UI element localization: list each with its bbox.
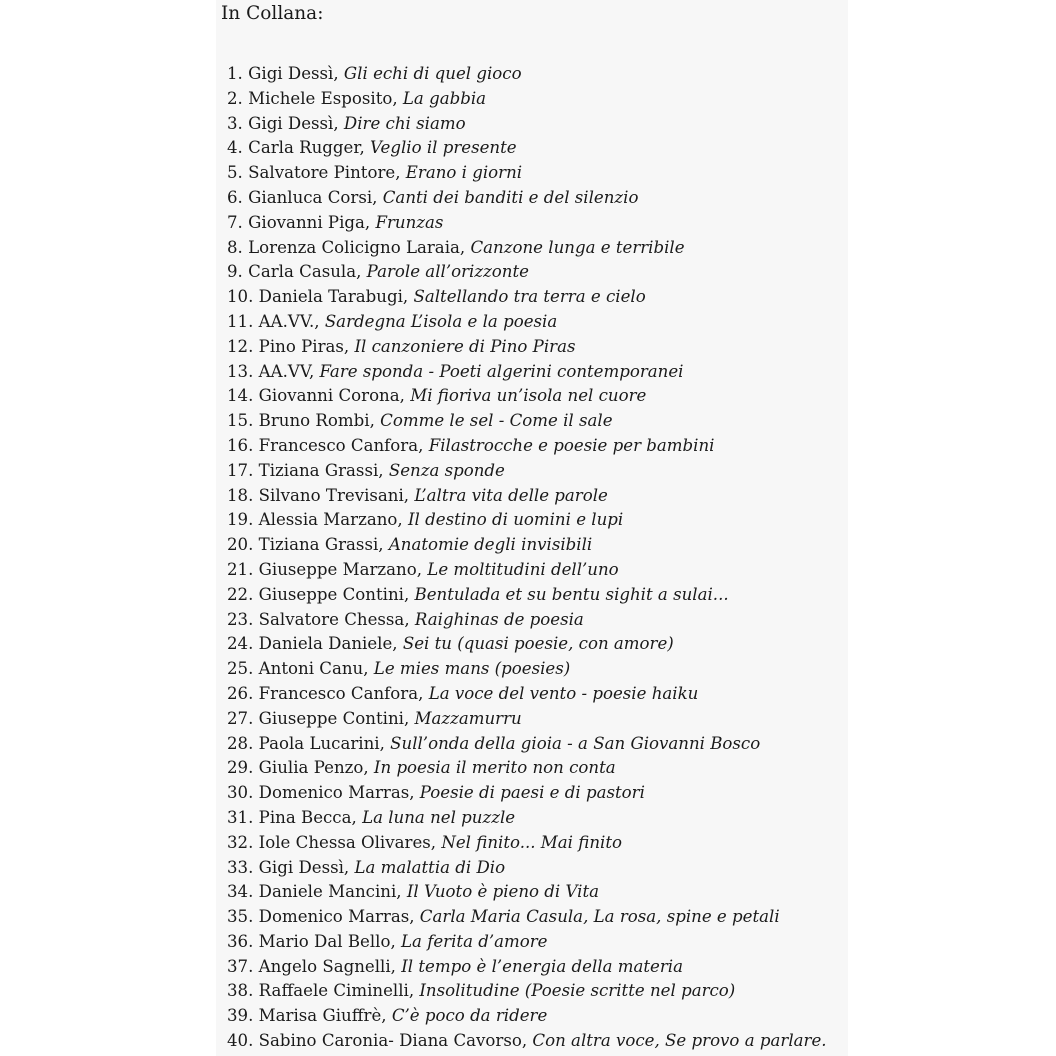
entry-author: Salvatore Chessa,: [258, 609, 410, 629]
entry-author: Francesco Canfora,: [258, 435, 424, 455]
catalog-entry: [227, 930, 827, 955]
entry-number: 18.: [227, 485, 254, 505]
entry-author: Marisa Giuffrè,: [258, 1006, 387, 1026]
entry-title: Le moltitudini dell’uno: [427, 559, 619, 579]
catalog-entry: [227, 707, 827, 732]
entry-author: Tiziana Grassi,: [258, 535, 384, 555]
entry-title: Parole all’orizzonte: [366, 262, 529, 282]
entry-number: 13.: [227, 361, 254, 381]
catalog-entry: [227, 657, 827, 682]
entry-author: Daniela Tarabugi,: [258, 287, 409, 307]
entry-author: Sabino Caronia- Diana Cavorso,: [258, 1031, 528, 1051]
entry-title: Mi fioriva un’isola nel cuore: [410, 386, 647, 406]
entry-author: Mario Dal Bello,: [258, 931, 396, 951]
entry-title: Il Vuoto è pieno di Vita: [406, 882, 600, 902]
catalog-entry: [227, 732, 827, 757]
entry-number: 21.: [227, 559, 254, 579]
catalog-entry: [227, 880, 827, 905]
catalog-entry: [227, 62, 827, 87]
entry-number: 29.: [227, 758, 254, 778]
entry-title: Saltellando tra terra e cielo: [413, 287, 646, 307]
catalog-entry: [227, 856, 827, 881]
catalog-entry: [227, 831, 827, 856]
series-catalog-list: [227, 62, 827, 1054]
entry-title: Comme le sel - Come il sale: [380, 411, 613, 431]
entry-number: 1.: [227, 64, 243, 83]
entry-title: Gli echi di quel gioco: [343, 64, 522, 83]
catalog-entry: [227, 806, 827, 831]
entry-author: Carla Casula,: [248, 262, 362, 282]
entry-author: Giovanni Corona,: [258, 386, 405, 406]
entry-number: 40.: [227, 1031, 254, 1051]
entry-title: Poesie di paesi e di pastori: [419, 783, 645, 803]
catalog-entry: [227, 979, 827, 1004]
entry-author: Paola Lucarini,: [258, 733, 385, 753]
entry-author: Daniele Mancini,: [258, 882, 402, 902]
entry-title: Il canzoniere di Pino Piras: [354, 336, 576, 356]
entry-title: Bentulada et su bentu sighit a sulai...: [414, 584, 729, 604]
entry-author: Angelo Sagnelli,: [258, 956, 396, 976]
entry-title: L’altra vita delle parole: [414, 485, 608, 505]
entry-author: Alessia Marzano,: [258, 510, 403, 530]
entry-author: Raffaele Ciminelli,: [258, 981, 415, 1001]
entry-title: Sardegna L’isola e la poesia: [324, 311, 558, 331]
catalog-entry: [227, 508, 827, 533]
entry-author: Lorenza Colicigno Laraia,: [248, 237, 466, 257]
entry-author: Michele Esposito,: [248, 88, 398, 108]
entry-title: In poesia il merito non conta: [373, 758, 616, 778]
catalog-entry: [227, 608, 827, 633]
entry-author: Daniela Daniele,: [258, 634, 398, 654]
entry-number: 2.: [227, 88, 243, 108]
catalog-entry: [227, 484, 827, 509]
entry-title: La malattia di Dio: [354, 857, 506, 877]
catalog-entry: [227, 756, 827, 781]
catalog-entry: [227, 583, 827, 608]
entry-number: 19.: [227, 510, 254, 530]
entry-title: Le mies mans (poesies): [373, 659, 571, 679]
entry-number: 6.: [227, 187, 243, 207]
entry-number: 35.: [227, 907, 254, 927]
catalog-entry: [227, 632, 827, 657]
entry-number: 12.: [227, 336, 254, 356]
entry-title: La luna nel puzzle: [362, 807, 516, 827]
entry-number: 26.: [227, 683, 254, 703]
entry-number: 10.: [227, 287, 254, 307]
entry-author: Francesco Canfora,: [258, 683, 424, 703]
entry-title: Insolitudine (Poesie scritte nel parco): [419, 981, 736, 1001]
entry-title: Filastrocche e poesie per bambini: [428, 435, 715, 455]
catalog-entry: [227, 87, 827, 112]
entry-title: Erano i giorni: [405, 163, 523, 183]
catalog-entry: [227, 285, 827, 310]
catalog-entry: [227, 781, 827, 806]
catalog-entry: [227, 112, 827, 137]
series-heading: In Collana:: [221, 3, 324, 24]
entry-title: La voce del vento - poesie haiku: [428, 683, 699, 703]
entry-author: Gigi Dessì,: [258, 857, 350, 877]
entry-number: 37.: [227, 956, 254, 976]
entry-number: 14.: [227, 386, 254, 406]
entry-number: 5.: [227, 163, 243, 183]
catalog-entry: [227, 384, 827, 409]
entry-title: Sull’onda della gioia - a San Giovanni Bosco: [390, 733, 761, 753]
catalog-entry: [227, 905, 827, 930]
entry-title: Sei tu (quasi poesie, con amore): [402, 634, 674, 654]
catalog-entry: [227, 1029, 827, 1054]
entry-title: Canzone lunga e terribile: [470, 237, 685, 257]
entry-title: C’è poco da ridere: [391, 1006, 548, 1026]
catalog-entry: [227, 236, 827, 261]
entry-number: 27.: [227, 708, 254, 728]
entry-title: Senza sponde: [388, 460, 505, 480]
entry-number: 31.: [227, 807, 254, 827]
entry-author: Bruno Rombi,: [258, 411, 375, 431]
catalog-entry: [227, 434, 827, 459]
entry-title: La gabbia: [402, 88, 487, 108]
entry-author: Pina Becca,: [258, 807, 357, 827]
entry-number: 23.: [227, 609, 254, 629]
entry-author: Giuseppe Contini,: [258, 708, 410, 728]
entry-author: Domenico Marras,: [258, 783, 415, 803]
entry-title: Fare sponda - Poeti algerini contemporanei: [319, 361, 684, 381]
entry-author: Gianluca Corsi,: [248, 187, 378, 207]
entry-author: AA.VV,: [258, 361, 315, 381]
entry-title: Mazzamurru: [414, 708, 522, 728]
entry-author: Gigi Dessì,: [248, 113, 339, 133]
catalog-entry: [227, 558, 827, 583]
entry-number: 17.: [227, 460, 254, 480]
entry-author: Tiziana Grassi,: [258, 460, 384, 480]
entry-number: 16.: [227, 435, 254, 455]
entry-number: 15.: [227, 411, 254, 431]
entry-number: 32.: [227, 832, 254, 852]
catalog-entry: [227, 360, 827, 385]
entry-title: Il destino di uomini e lupi: [407, 510, 624, 530]
entry-number: 24.: [227, 634, 254, 654]
entry-number: 39.: [227, 1006, 254, 1026]
entry-author: Giovanni Piga,: [248, 212, 371, 232]
catalog-entry: [227, 533, 827, 558]
entry-number: 30.: [227, 783, 254, 803]
entry-number: 7.: [227, 212, 243, 232]
entry-number: 4.: [227, 138, 243, 158]
entry-title: Carla Maria Casula, La rosa, spine e petali: [419, 907, 780, 927]
entry-number: 22.: [227, 584, 254, 604]
entry-number: 38.: [227, 981, 254, 1001]
entry-author: Carla Rugger,: [248, 138, 365, 158]
entry-author: Domenico Marras,: [258, 907, 415, 927]
entry-number: 20.: [227, 535, 254, 555]
entry-author: Giuseppe Contini,: [258, 584, 410, 604]
entry-title: Raighinas de poesia: [414, 609, 584, 629]
entry-title: Frunzas: [375, 212, 444, 232]
catalog-entry: [227, 409, 827, 434]
entry-author: Iole Chessa Olivares,: [258, 832, 437, 852]
entry-number: 25.: [227, 659, 254, 679]
entry-number: 9.: [227, 262, 243, 282]
catalog-entry: [227, 682, 827, 707]
catalog-entry: [227, 955, 827, 980]
entry-title: Canti dei banditi e del silenzio: [382, 187, 639, 207]
entry-author: Gigi Dessì,: [248, 64, 339, 83]
entry-number: 28.: [227, 733, 254, 753]
entry-author: Pino Piras,: [258, 336, 350, 356]
catalog-entry: [227, 186, 827, 211]
entry-author: Antoni Canu,: [258, 659, 369, 679]
entry-author: Silvano Trevisani,: [258, 485, 410, 505]
entry-author: AA.VV.,: [258, 311, 320, 331]
entry-title: Con altra voce, Se provo a parlare.: [532, 1031, 827, 1051]
entry-author: Giulia Penzo,: [258, 758, 369, 778]
entry-title: La ferita d’amore: [401, 931, 548, 951]
catalog-entry: [227, 335, 827, 360]
entry-number: 3.: [227, 113, 243, 133]
catalog-entry: [227, 211, 827, 236]
catalog-entry: [227, 1004, 827, 1029]
entry-title: Il tempo è l’energia della materia: [401, 956, 683, 976]
entry-number: 33.: [227, 857, 254, 877]
entry-title: Veglio il presente: [370, 138, 517, 158]
entry-number: 36.: [227, 931, 254, 951]
entry-number: 11.: [227, 311, 254, 331]
entry-number: 8.: [227, 237, 243, 257]
catalog-entry: [227, 459, 827, 484]
catalog-entry: [227, 136, 827, 161]
entry-title: Dire chi siamo: [343, 113, 466, 133]
catalog-entry: [227, 260, 827, 285]
catalog-entry: [227, 310, 827, 335]
entry-title: Nel finito... Mai finito: [441, 832, 622, 852]
catalog-entry: [227, 161, 827, 186]
entry-title: Anatomie degli invisibili: [388, 535, 593, 555]
entry-author: Salvatore Pintore,: [248, 163, 401, 183]
entry-number: 34.: [227, 882, 254, 902]
entry-author: Giuseppe Marzano,: [258, 559, 423, 579]
